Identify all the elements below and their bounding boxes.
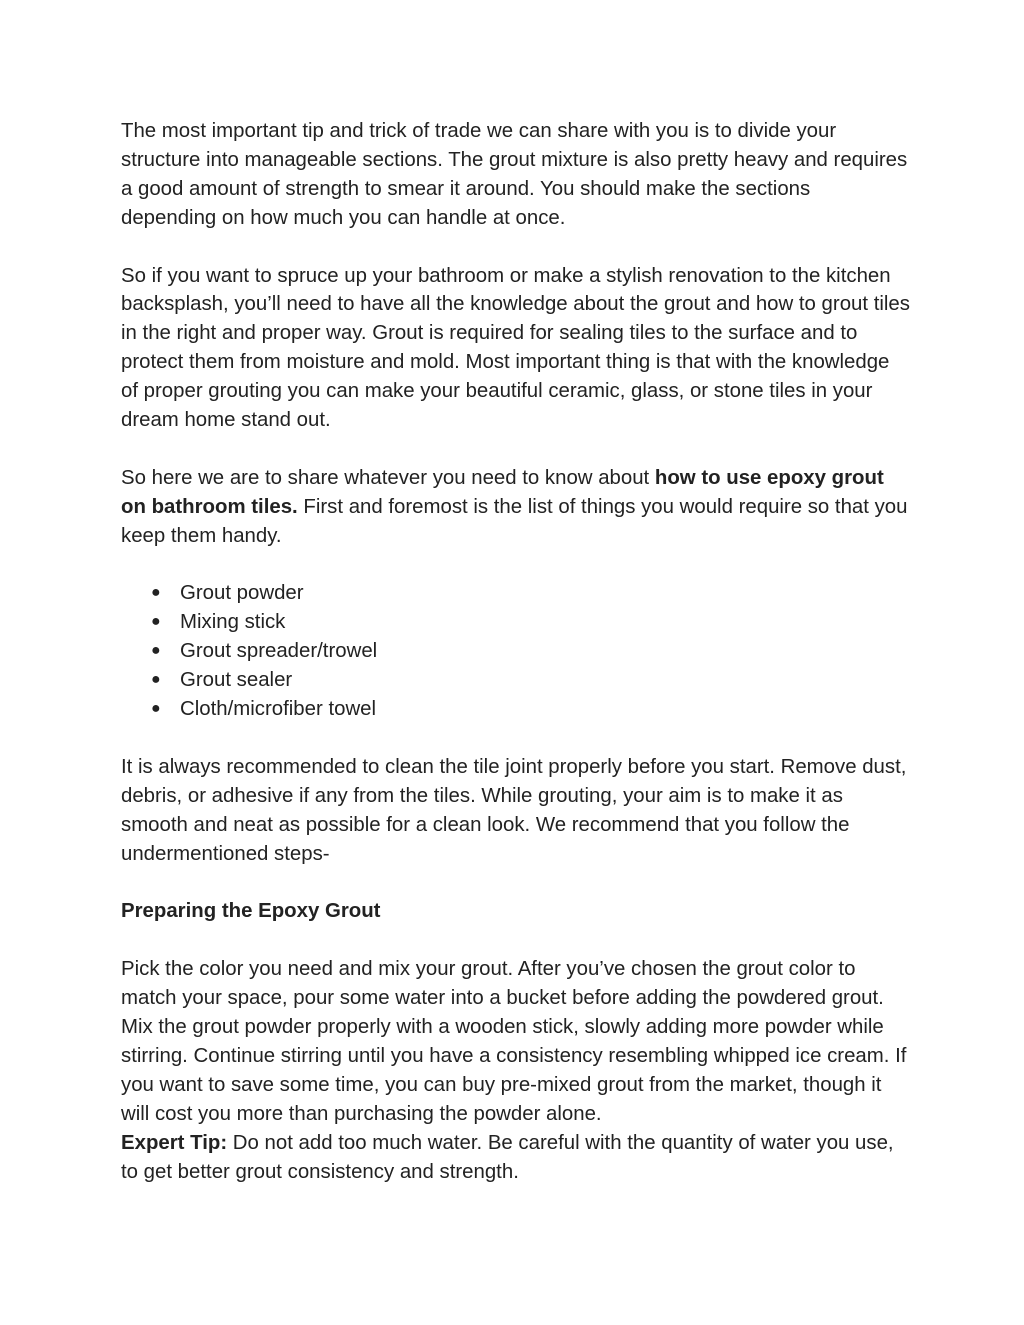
list-item-label: Grout spreader/trowel [180, 640, 378, 663]
bullet-icon: ● [151, 584, 161, 602]
list-item [121, 695, 911, 724]
list-item-label: Cloth/microfiber towel [180, 698, 377, 721]
expert-tip-label: Expert Tip: [121, 1131, 228, 1154]
list-item-label: Grout sealer [180, 669, 293, 692]
list-item [121, 608, 911, 637]
list-item [121, 579, 911, 608]
paragraph-mixing-text: Pick the color you need and mix your grout. After you’ve chosen the grout color to match your space, pour some water into a bucket before adding the powdered grout. Mix the grout powder properly with a wooden stick, slowly adding more powder while stirring. Continue stirring until you have a consistency resembling whipped ice cream. If you want to save some time, you can buy pre-mixed grout from the market, though it will cost you more than purchasing the powder alone. [121, 958, 907, 1125]
paragraph-share-start: So here we are to share whatever you need to know about [121, 466, 655, 489]
bullet-icon: ● [151, 613, 161, 631]
supplies-list [121, 579, 911, 724]
list-item [121, 637, 911, 666]
bullet-icon: ● [151, 671, 161, 689]
paragraph-share-emphasis: how to use epoxy grout on bathroom tiles. [121, 466, 884, 518]
section-heading: Preparing the Epoxy Grout [121, 900, 381, 923]
paragraph-renovation: So if you want to spruce up your bathroom or make a stylish renovation to the kitchen backsplash, you’ll need to have all the knowledge about the grout and how to grout tiles in the right and proper way. Grout is required for sealing tiles to the surface and to protect them from moisture and mold. Most important thing is that with the knowledge of proper grouting you can make your beautiful ceramic, glass, or stone tiles in your dream home stand out. [121, 264, 910, 432]
list-item-label: Mixing stick [180, 611, 286, 634]
bullet-icon: ● [151, 642, 161, 660]
expert-tip-text: Do not add too much water. Be careful with the quantity of water you use, to get better grout consistency and strength. [121, 1131, 894, 1183]
paragraph-share-end: First and foremost is the list of things you would require so that you keep them handy. [121, 495, 908, 547]
paragraph-intro: The most important tip and trick of trade we can share with you is to divide your structure into manageable sections. The grout mixture is also pretty heavy and requires a good amount of strength to smear it around. You should make the sections depending on how much you can handle at once. [121, 120, 908, 229]
bullet-icon: ● [151, 700, 161, 718]
list-item [121, 666, 911, 695]
paragraph-cleaning: It is always recommended to clean the tile joint properly before you start. Remove dust, debris, or adhesive if any from the tiles. While grouting, your aim is to make it as smooth and neat as possible for a clean look. We recommend that you follow the undermentioned steps- [121, 755, 907, 865]
paragraph-share [121, 464, 911, 551]
list-item-label: Grout powder [180, 582, 304, 605]
document-page [121, 117, 911, 1186]
paragraph-mixing [121, 955, 911, 1186]
